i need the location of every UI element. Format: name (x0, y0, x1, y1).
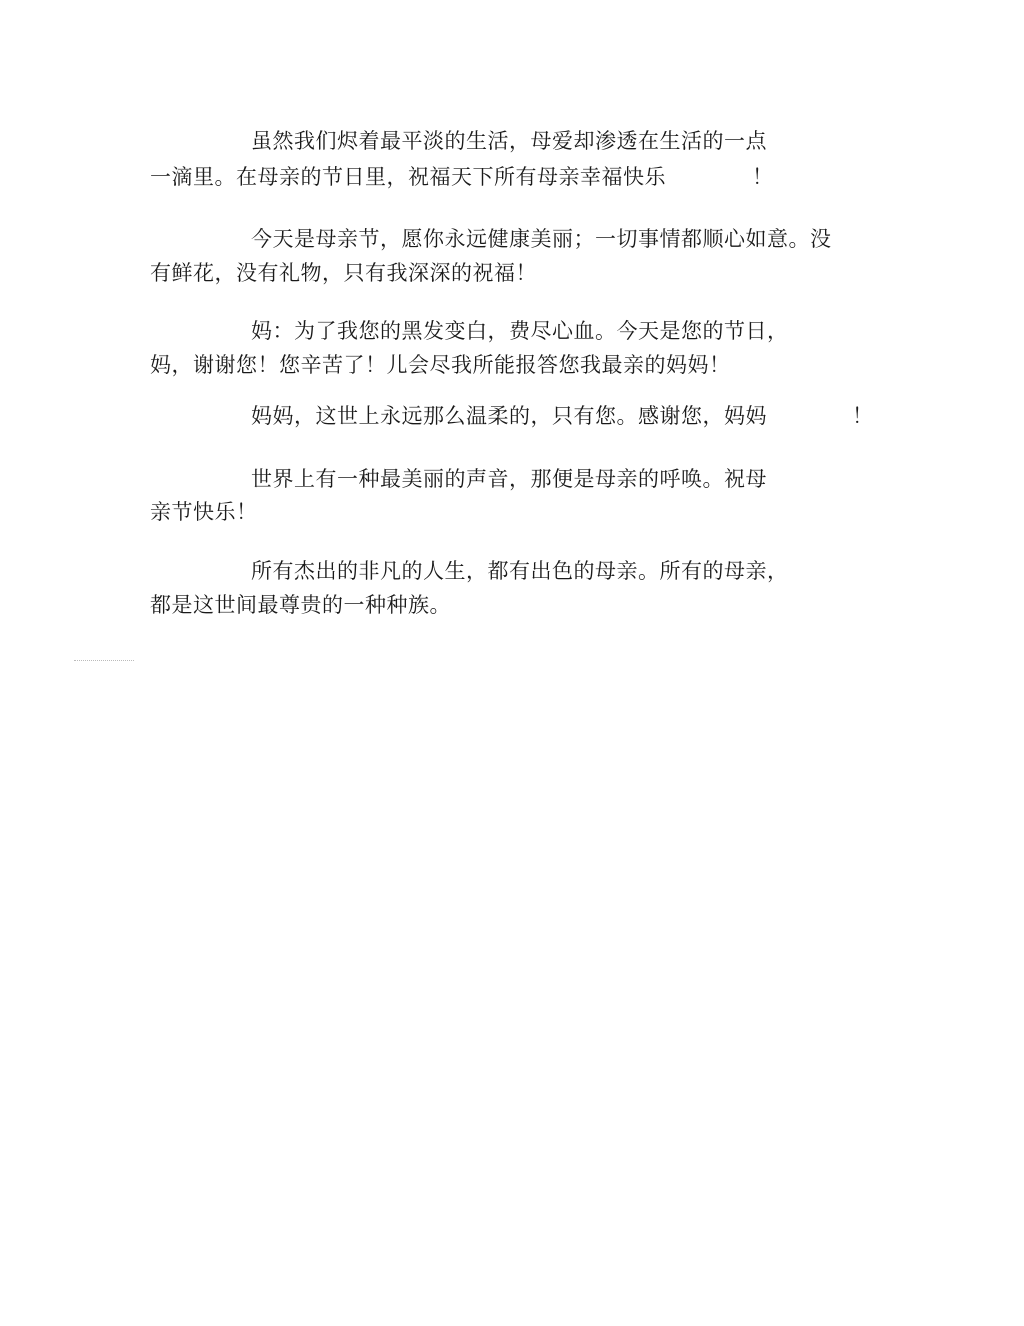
page-separator-mark (74, 660, 134, 663)
paragraph-6-line-1: 所有杰出的非凡的人生，都有出色的母亲。所有的母亲， (251, 559, 789, 583)
paragraph-3-line-1: 妈：为了我您的黑发变白，费尽心血。今天是您的节日， (251, 319, 789, 343)
paragraph-1-line-2: 一滴里。在母亲的节日里，祝福天下所有母亲幸福快乐 (150, 165, 666, 189)
paragraph-6-line-2: 都是这世间最尊贵的一种种族。 (150, 593, 451, 617)
paragraph-4-line-1: 妈妈，这世上永远那么温柔的，只有您。感谢您，妈妈 (251, 404, 767, 428)
paragraph-2-line-1: 今天是母亲节，愿你永远健康美丽；一切事情都顺心如意。没 (251, 227, 832, 251)
paragraph-4-exclamation: ！ (852, 404, 873, 428)
paragraph-5-line-2: 亲节快乐！ (150, 500, 258, 524)
paragraph-1-exclamation: ！ (752, 165, 773, 189)
paragraph-1-line-1: 虽然我们烬着最平淡的生活，母爱却渗透在生活的一点 (251, 129, 767, 153)
paragraph-5-line-1: 世界上有一种最美丽的声音，那便是母亲的呼唤。祝母 (251, 467, 767, 491)
paragraph-2-line-2: 有鲜花，没有礼物，只有我深深的祝福！ (150, 261, 537, 285)
paragraph-3-line-2: 妈，谢谢您！您辛苦了！儿会尽我所能报答您我最亲的妈妈！ (150, 353, 731, 377)
